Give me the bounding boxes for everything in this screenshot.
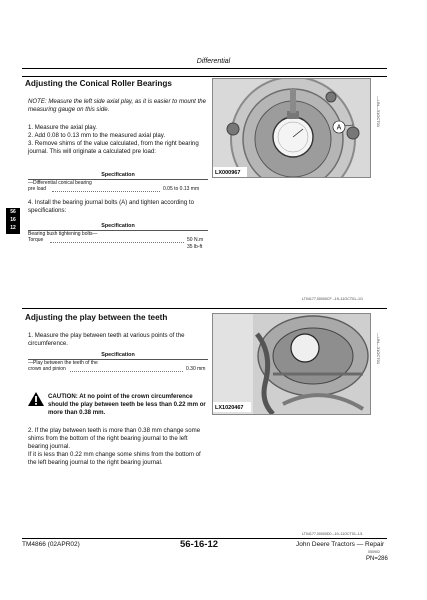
header-divider xyxy=(22,68,387,69)
section2-title: Adjusting the play between the teeth xyxy=(25,313,168,322)
side-tab-line: 56 xyxy=(10,209,16,215)
side-tab xyxy=(6,208,20,234)
spec1-heading: Specification xyxy=(101,172,135,178)
warning-icon xyxy=(28,392,44,406)
spec3-value: 0.30 mm xyxy=(186,366,206,372)
section1-step-3: 3. Remove shims of the value calculated, from the right bearing journal. This will originate a calculated pre load: xyxy=(28,140,199,155)
side-tab-line: 16 xyxy=(10,217,16,223)
section1-step-1: 1. Measure the axial play. xyxy=(28,124,97,131)
section2-top-rule xyxy=(22,308,387,309)
section1-note: NOTE: Measure the left side axial play, as it is easier to mount the measuring gauge on this side. xyxy=(28,98,207,113)
spec1-value: 0.05 to 0.13 mm xyxy=(163,186,200,192)
section2-step-2b: If it is less than 0.22 mm change some shims from the bottom of the left bearing journal to the right bearing journal. xyxy=(28,451,201,466)
section2-footer-ref: LT04177,00000D0 –19–11OCT01–1/1 xyxy=(302,532,363,536)
section1-step-4: 4. Install the bearing journal bolts (A) and tighten according to specifications: xyxy=(28,199,194,214)
photo2-side-code: —UN—31OCT01 xyxy=(376,333,381,365)
footer-title: John Deere Tractors — Repair xyxy=(296,541,385,548)
spec3-heading: Specification xyxy=(101,352,135,358)
callout-label: A xyxy=(336,124,342,132)
section1-step-2: 2. Add 0.08 to 0.13 mm to the measured axial play. xyxy=(28,132,166,139)
spec2-item-line2: Torque xyxy=(28,237,44,243)
section2-step-1: 1. Measure the play between teeth at various points of the circumference. xyxy=(28,332,185,347)
spec3-leader xyxy=(70,371,183,372)
side-tab-line: 12 xyxy=(10,225,16,231)
spec1-leader xyxy=(52,191,160,192)
photo2-id: LX1020467 xyxy=(215,405,244,411)
footer-manual-id: TM4866 (02APR02) xyxy=(22,541,80,548)
footer-page-code: 56-16-12 xyxy=(180,539,219,550)
spec2-leader xyxy=(50,242,184,243)
spec2-item-line1: Bearing bush tightening bolts— xyxy=(28,231,98,237)
caution-text: CAUTION: At no point of the crown circumference should the play between teeth be less than 0.22 mm or more than 0.38 mm. xyxy=(48,393,206,416)
section1-top-rule xyxy=(22,76,387,77)
photo1-side-code: —UN—31OCT01 xyxy=(376,96,381,128)
bearing-photo xyxy=(212,78,371,178)
spec3-item-line2: crown and pinion xyxy=(28,366,66,372)
spec2-value-imperial: 35 lb-ft xyxy=(187,244,203,250)
spec1-item-line1: —Differential conical bearing xyxy=(28,180,92,186)
section1-title: Adjusting the Conical Roller Bearings xyxy=(25,79,172,88)
spec2-value: 50 N.m xyxy=(187,237,204,243)
footer-sub: 050902 xyxy=(368,550,380,554)
photo-id: LX000967 xyxy=(215,170,241,176)
spec1-item-line2: pre load xyxy=(28,186,47,192)
section2-step-2: 2. If the play between teeth is more than 0.38 mm change some shims from the bottom of the right bearing journal to the left bearing journal. xyxy=(28,427,201,450)
spec2-heading: Specification xyxy=(101,223,135,229)
footer-page-number: PN=286 xyxy=(366,556,388,562)
spec3-item-line1: —Play between the teeth of the xyxy=(28,360,98,366)
teeth-play-photo-illustration xyxy=(213,314,370,414)
section1-footer-ref: LT04177,00000CF –19–11OCT01–1/1 xyxy=(302,297,364,301)
teeth-play-photo xyxy=(212,313,371,415)
section-header: Differential xyxy=(196,58,231,65)
bearing-photo-illustration xyxy=(213,79,370,177)
